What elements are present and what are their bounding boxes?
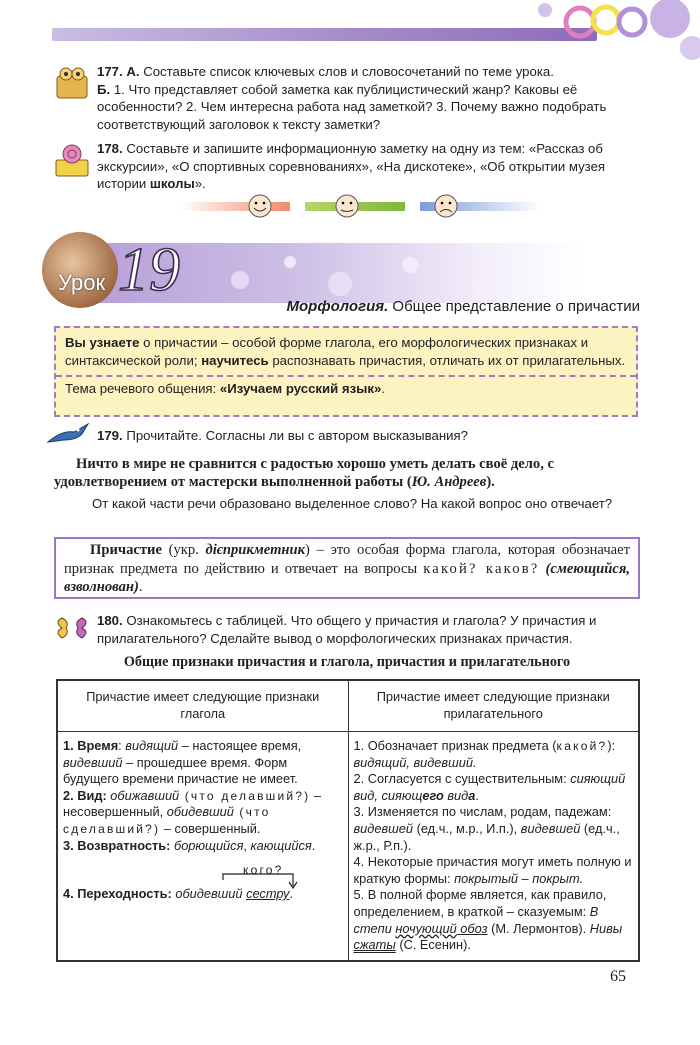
right-p3-ex1: видевшей: [353, 820, 414, 836]
book-owl-icon: [52, 62, 92, 102]
quote-author: Ю. Андреев: [411, 474, 487, 490]
definition-box: [54, 537, 640, 599]
task-179-text: Прочитайте. Согласны ли вы с автором высказывания?: [126, 428, 468, 443]
left-p3-ex2: кающийся: [250, 837, 312, 853]
learn-text-1: о причастии – особой форме глагола, его морфологических признаках и синтаксической роли;: [65, 335, 589, 368]
learn-text-2: распознавать причастия, отличать их от прилагательных.: [268, 352, 626, 368]
learn-lead-2: научитесь: [201, 352, 269, 368]
butterflies-icon: [52, 612, 94, 642]
mood-divider: [180, 191, 540, 221]
right-p5-ex2b: сжаты: [353, 937, 396, 953]
left-p2-ex2: обидевший: [166, 804, 234, 820]
left-p1-text-c: – прошедшее время. Форм будущего времени причастие не имеет.: [63, 754, 298, 787]
page-number: 65: [610, 968, 626, 985]
right-p4-text: 4. Некоторые причастия могут иметь полную и краткую формы:: [353, 854, 632, 886]
left-p3-end: .: [311, 837, 316, 853]
definition-questions: какой? каков?: [423, 560, 540, 577]
lesson-band-dots: [180, 240, 600, 304]
right-p3-mid: (ед.ч., м.р., И.п.),: [413, 820, 521, 836]
right-p2-end: .: [475, 787, 479, 803]
definition-text: ) – это особая форма глагола, которая обозначает признак предмета по действию и отвечает на вопросы: [64, 542, 630, 577]
task-177: [97, 63, 637, 133]
right-p5-ex1c: обоз: [456, 920, 488, 936]
left-p1-text-a: :: [118, 738, 126, 753]
left-p3-label: 3. Возвратность:: [63, 837, 171, 853]
right-p5-ex2a: Нивы: [589, 920, 623, 936]
task-178-number: 178.: [97, 141, 123, 156]
table-title: Общие признаки причастия и глагола, причастия и прилагательного: [123, 654, 571, 670]
right-p3-ex2: видевшей: [520, 820, 581, 836]
task-177-text-b: 1. Что представляет собой заметка как публицистический жанр? Каковы её особенности? 2. Чем интересна работа над заметкой? 3. Почему важно подобрать соответствующий заголовок к тексту заметки?: [97, 81, 607, 132]
right-p5-ex1b: ночующий: [395, 920, 457, 936]
lesson-title-italic: Морфология.: [286, 298, 389, 315]
left-p3-sep: ,: [243, 837, 251, 853]
right-p4-ex: покрытый – покрыт.: [454, 870, 584, 886]
left-p2-q2: (что сделавший?): [63, 805, 271, 836]
right-p2-ex1-bold: его: [422, 787, 444, 803]
right-p1-ex: видящий, видевший.: [353, 754, 477, 770]
right-p2-ex2-bold: а: [468, 787, 476, 803]
lesson-title-rest: Общее представление о причастии: [388, 298, 640, 315]
left-p2-text-b: – совершенный.: [160, 820, 261, 836]
task-180: [97, 612, 637, 647]
left-p2-label: 2. Вид:: [63, 787, 107, 803]
task-177-text-a: Составьте список ключевых слов и словосочетаний по теме урока.: [143, 64, 554, 79]
task-180-number: 180.: [97, 613, 123, 628]
learn-box: [54, 326, 638, 417]
header-band: [52, 28, 597, 41]
task-179-number: 179.: [97, 428, 123, 443]
task-178: [97, 140, 637, 193]
comparison-table: [56, 679, 640, 962]
quote-bold: выполненной: [261, 474, 352, 490]
definition-end: .: [138, 579, 143, 595]
learn-lead: Вы узнаете: [65, 335, 140, 350]
topic-value: «Изучаем русский язык»: [219, 381, 382, 396]
left-p1-label: 1. Время: [63, 738, 119, 753]
definition-ukr-word: дієприкметник: [205, 542, 306, 558]
right-p1-end: ):: [607, 738, 616, 753]
quote: [54, 455, 640, 491]
sad-face-icon: [435, 195, 457, 217]
task-179-question: От какой части речи образовано выделенное слово? На какой вопрос оно отвечает?: [92, 496, 613, 511]
right-p2-ex1: сияющий вид, сияющ: [353, 771, 626, 803]
quote-post: работы (: [351, 474, 412, 490]
transitivity-question: кого?: [243, 863, 284, 878]
neutral-face-icon: [336, 195, 358, 217]
left-p4-ex2: сестру: [246, 886, 290, 902]
left-p1-ex1: видящий: [125, 738, 179, 753]
adjective-features-cell: [348, 732, 639, 961]
right-p1-q: какой?: [556, 739, 608, 753]
bird-icon: [44, 420, 94, 448]
table-header-row: [57, 680, 639, 732]
lesson-word: Урок: [58, 270, 106, 295]
topic-end: .: [381, 381, 386, 396]
right-p5-src1: (М. Лермонтов).: [487, 920, 590, 936]
quote-end: ).: [486, 474, 495, 490]
left-p4-label: 4. Переходность:: [63, 886, 172, 902]
right-p5-src2: (С. Есенин).: [395, 937, 471, 953]
right-p2-text: 2. Согласуется с существительным:: [353, 771, 571, 787]
right-p1-text: 1. Обозначает признак предмета (: [353, 738, 557, 753]
header-circles-decoration: [520, 0, 700, 70]
task-180-text: Ознакомьтесь с таблицей. Что общего у причастия и глагола? У причастия и прилагательного? Сделайте вывод о морфологических признаках причастия.: [97, 613, 597, 646]
left-p2-ex1: обижавший: [106, 787, 180, 803]
left-p2-text-a: – несовершенный,: [63, 787, 322, 820]
quote-pre: Ничто в мире не сравнится с радостью хорошо уметь делать своё дело, с удовлетворением от мастерски: [54, 456, 554, 490]
col2-header: Причастие имеет следующие признаки прилагательного: [348, 680, 639, 732]
task-178-bold-word: школы: [149, 176, 195, 191]
right-p3-text: 3. Изменяется по числам, родам, падежам:: [353, 804, 612, 820]
notebook-snail-icon: [52, 140, 92, 180]
topic-label: Тема речевого общения:: [65, 381, 220, 396]
left-p2-q1: (что делавший?): [179, 788, 311, 803]
lesson-number: 19: [118, 236, 180, 304]
col1-header: Причастие имеет следующие признаки глагола: [57, 680, 348, 732]
task-179: [97, 427, 637, 445]
definition-ukr-pre: (укр.: [161, 542, 206, 558]
lesson-title: [230, 298, 640, 315]
left-p3-ex1: борющийся: [170, 837, 244, 853]
happy-face-icon: [249, 195, 271, 217]
right-p2-ex2: вид: [443, 787, 469, 803]
transitivity-block: [63, 854, 343, 904]
definition-term: Причастие: [90, 542, 162, 558]
left-p4-end: .: [289, 886, 294, 902]
task-177-number: 177. А.: [97, 64, 140, 79]
left-p1-text-b: – настоящее время,: [178, 738, 302, 753]
definition-examples: (смеющийся, взволнован): [64, 560, 630, 595]
left-p1-ex2: видевший: [63, 754, 123, 770]
right-p3-end: (ед.ч., ж.р., Р.п.).: [353, 820, 620, 853]
right-p5-ex1a: В степи: [353, 903, 599, 936]
table-row: [57, 732, 639, 961]
glagol-features-cell: [57, 732, 348, 961]
right-p5-text: 5. В полной форме является, как правило, определением, в краткой – сказуемым:: [353, 887, 607, 919]
task-178-text: Составьте и запишите информационную заметку на одну из тем: «Рассказ об экскурсии», «О спортивных соревнованиях», «На дискотеке», «Об открытии музея истории: [97, 141, 606, 191]
task-177-label-b: Б.: [97, 81, 111, 97]
left-p4-ex1: обидевший: [171, 886, 247, 902]
task-178-end: ».: [194, 176, 206, 191]
